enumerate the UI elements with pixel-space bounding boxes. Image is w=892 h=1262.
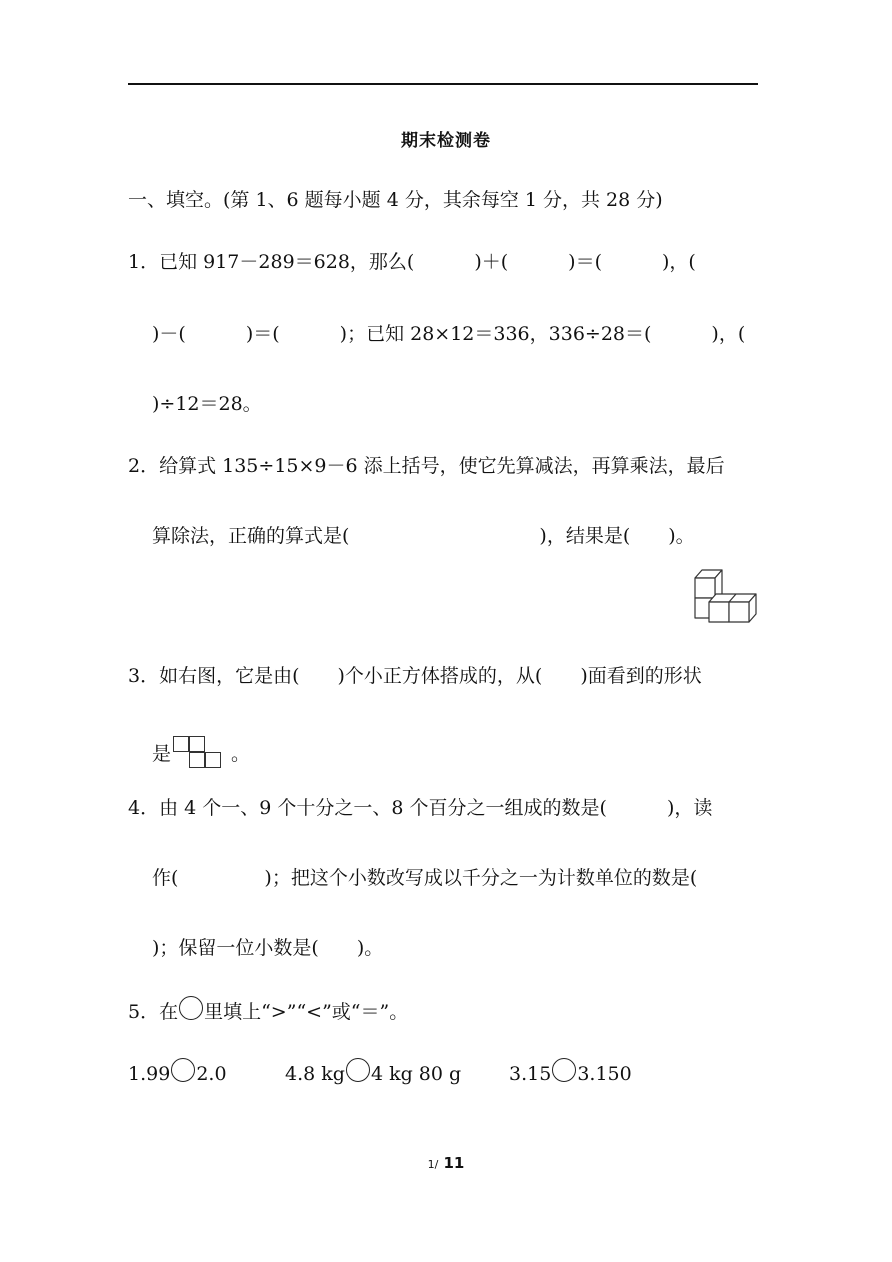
q2-text-a: 算除法，正确的算式是( [152, 525, 350, 547]
question-2-line-2 [152, 524, 695, 548]
q5-item-1-left: 1.99 [128, 1063, 171, 1085]
compare-circle-icon[interactable] [171, 1058, 195, 1082]
question-2-line-1: 2．给算式 135÷15×9－6 添上括号，使它先算减法，再算乘法，最后 [128, 455, 725, 477]
q3-text-c: )面看到的形状 [580, 665, 702, 687]
q4-text-d: )；把这个小数改写成以千分之一为计数单位的数是( [264, 867, 698, 889]
page-number [0, 1153, 892, 1172]
q3-text-a: 3．如右图，它是由( [128, 665, 300, 687]
cube-front-face [695, 578, 715, 598]
q3-text-d: 是 [152, 743, 172, 765]
cube-stack-figure [692, 566, 762, 628]
q1-text-f: )＝( [245, 323, 280, 345]
q1-text-e: )－( [152, 323, 186, 345]
compare-circle-icon[interactable] [346, 1058, 370, 1082]
q3-text-b: )个小正方体搭成的，从( [337, 665, 543, 687]
q5-item-2-right: 4 kg 80 g [370, 1063, 462, 1085]
question-1-line-1 [128, 250, 696, 274]
page-current: 1/ [427, 1158, 439, 1171]
section-heading: 一、填空。(第 1、6 题每小题 4 分，其余每空 1 分，共 28 分) [128, 189, 663, 211]
view-shape-icon [173, 736, 229, 770]
question-4-line-1 [128, 796, 712, 820]
q4-text-a: 4．由 4 个一、9 个十分之一、8 个百分之一组成的数是( [128, 797, 607, 819]
compare-circle-icon [179, 996, 203, 1020]
question-3-line-2 [152, 736, 250, 770]
q5-item-3 [509, 1058, 632, 1086]
page-total: 11 [443, 1154, 465, 1172]
q4-text-c: 作( [152, 867, 179, 889]
cube-front-face [709, 602, 729, 622]
question-3-line-1 [128, 664, 702, 688]
question-4-line-3 [152, 936, 383, 960]
q1-text-g: )；已知 28×12＝336，336÷28＝( [339, 323, 652, 345]
question-1-line-2 [152, 322, 745, 346]
q2-text-b: )，结果是( [539, 525, 631, 547]
header-rule [128, 83, 758, 85]
q5-text-a: 5．在 [128, 1001, 179, 1023]
q4-text-b: )，读 [666, 797, 713, 819]
q1-text-c: )＝( [568, 251, 602, 273]
q1-text-h: )，( [711, 323, 746, 345]
q5-item-2-left: 4.8 kg [285, 1063, 345, 1085]
q1-text-b: )＋( [474, 251, 509, 273]
question-1-line-3: )÷12＝28。 [152, 393, 262, 415]
page-title: 期末检测卷 [401, 131, 491, 151]
q1-text-a: 1．已知 917－289＝628，那么( [128, 251, 415, 273]
q5-item-2 [285, 1058, 461, 1086]
q4-text-e: )；保留一位小数是( [152, 937, 319, 959]
q1-text-d: )，( [662, 251, 696, 273]
cube-front-face [729, 602, 749, 622]
q5-item-1 [128, 1058, 227, 1086]
question-5-line-1 [128, 996, 408, 1024]
question-4-line-2 [152, 866, 697, 890]
q2-text-c: )。 [668, 525, 695, 547]
q5-item-3-right: 3.150 [577, 1063, 632, 1085]
compare-circle-icon[interactable] [552, 1058, 576, 1082]
q5-item-3-left: 3.15 [509, 1063, 552, 1085]
q4-text-f: )。 [356, 937, 384, 959]
q5-text-b: 里填上“>”“<”或“＝”。 [204, 1001, 409, 1023]
q5-item-1-right: 2.0 [196, 1063, 227, 1085]
q3-text-e: 。 [231, 743, 251, 765]
